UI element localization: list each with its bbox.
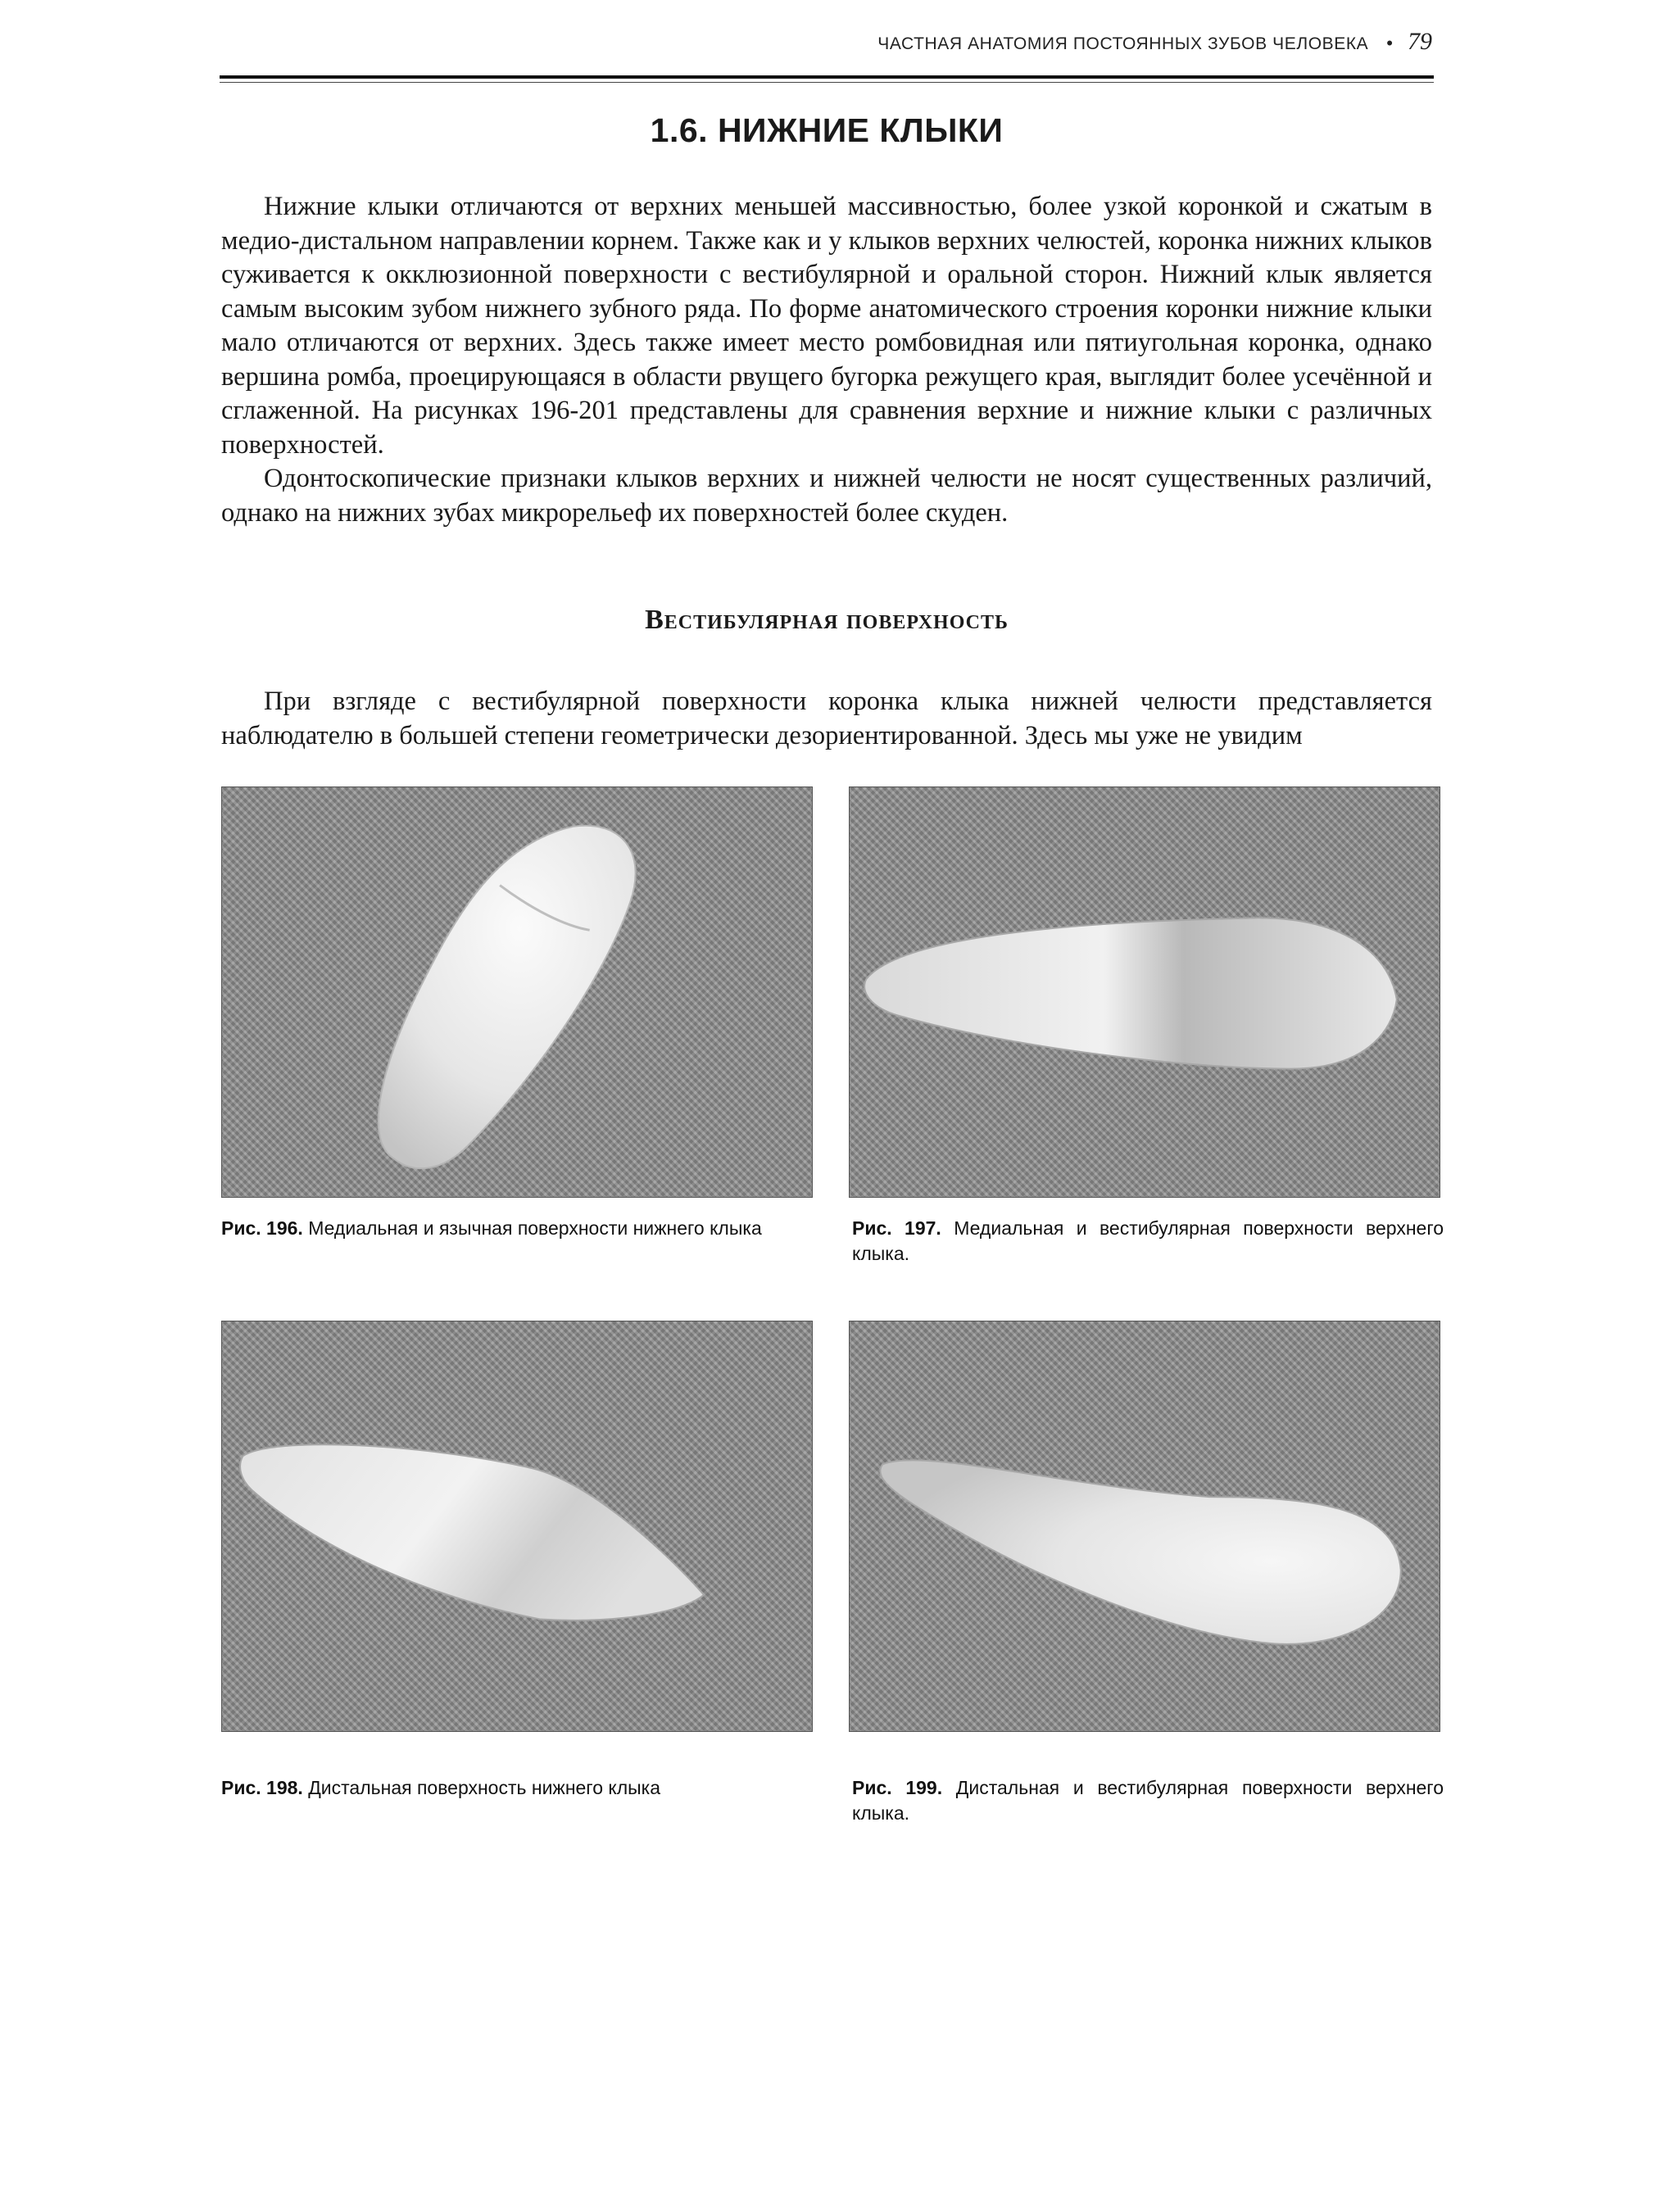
header-bullet: • [1386, 33, 1393, 53]
figure-196-caption [221, 1216, 813, 1241]
figure-197-photo [849, 786, 1440, 1198]
section-body [221, 190, 1432, 530]
figure-caption-text: Дистальная и вестибулярная поверхности верхнего клыка. [852, 1777, 1444, 1824]
running-title: ЧАСТНАЯ АНАТОМИЯ ПОСТОЯННЫХ ЗУБОВ ЧЕЛОВЕКА [877, 34, 1369, 53]
header-rule-thin [220, 82, 1434, 83]
figure-199-photo [849, 1321, 1440, 1732]
upper-canine-photo-icon [850, 787, 1440, 1197]
paragraph: Нижние клыки отличаются от верхних меньшей массивностью, более узкой коронкой и сжатым в медио-дистальном направлении корнем. Также как и у клыков верхних челюстей, коронка нижних клыков суживается к окклюзионной поверхности с вестибулярной и оральной сторон. Нижний клык является самым высоким зубом нижнего зубного ряда. По форме анатомического строения коронки нижние клыки мало отличаются от верхних. Здесь также имеет место ромбовидная или пятиугольная коронка, однако вершина ромба, проецирующаяся в области рвущего бугорка режущего края, выглядит более усечённой и сглаженной. На рисунках 196-201 представлены для сравнения верхние и нижние клыки с различных поверхностей. [221, 192, 1432, 460]
page-number: 79 [1408, 28, 1432, 55]
subsection-title: Вестибулярная поверхность [645, 605, 1009, 635]
figure-caption-text: Медиальная и язычная поверхности нижнего клыка [308, 1217, 762, 1239]
figure-label: Рис. 197. [852, 1217, 941, 1239]
figure-196-photo [221, 786, 813, 1198]
section-title: 1.6. НИЖНИЕ КЛЫКИ [650, 111, 1004, 149]
figure-label: Рис. 199. [852, 1777, 943, 1798]
paragraph: При взгляде с вестибулярной поверхности коронка клыка нижней челюсти представляется наблюдателю в большей степени геометрически дезориентированной. Здесь мы уже не увидим [221, 687, 1432, 750]
subsection-body [221, 685, 1432, 753]
figure-198-caption [221, 1775, 813, 1801]
header-rule-thick [220, 75, 1434, 79]
figure-label: Рис. 196. [221, 1217, 303, 1239]
running-header [221, 28, 1432, 61]
figure-198-photo [221, 1321, 813, 1732]
lower-canine-photo-icon [222, 787, 812, 1197]
figure-199-caption [852, 1775, 1444, 1826]
figure-caption-text: Медиальная и вестибулярная поверхности верхнего клыка. [852, 1217, 1444, 1264]
figure-caption-text: Дистальная поверхность нижнего клыка [308, 1777, 661, 1798]
paragraph: Одонтоскопические признаки клыков верхних и нижней челюсти не носят существенных различий, однако на нижних зубах микрорельеф их поверхностей более скуден. [221, 464, 1432, 528]
upper-canine-photo-icon [850, 1321, 1440, 1731]
lower-canine-photo-icon [222, 1321, 812, 1731]
figure-label: Рис. 198. [221, 1777, 303, 1798]
figure-197-caption [852, 1216, 1444, 1267]
